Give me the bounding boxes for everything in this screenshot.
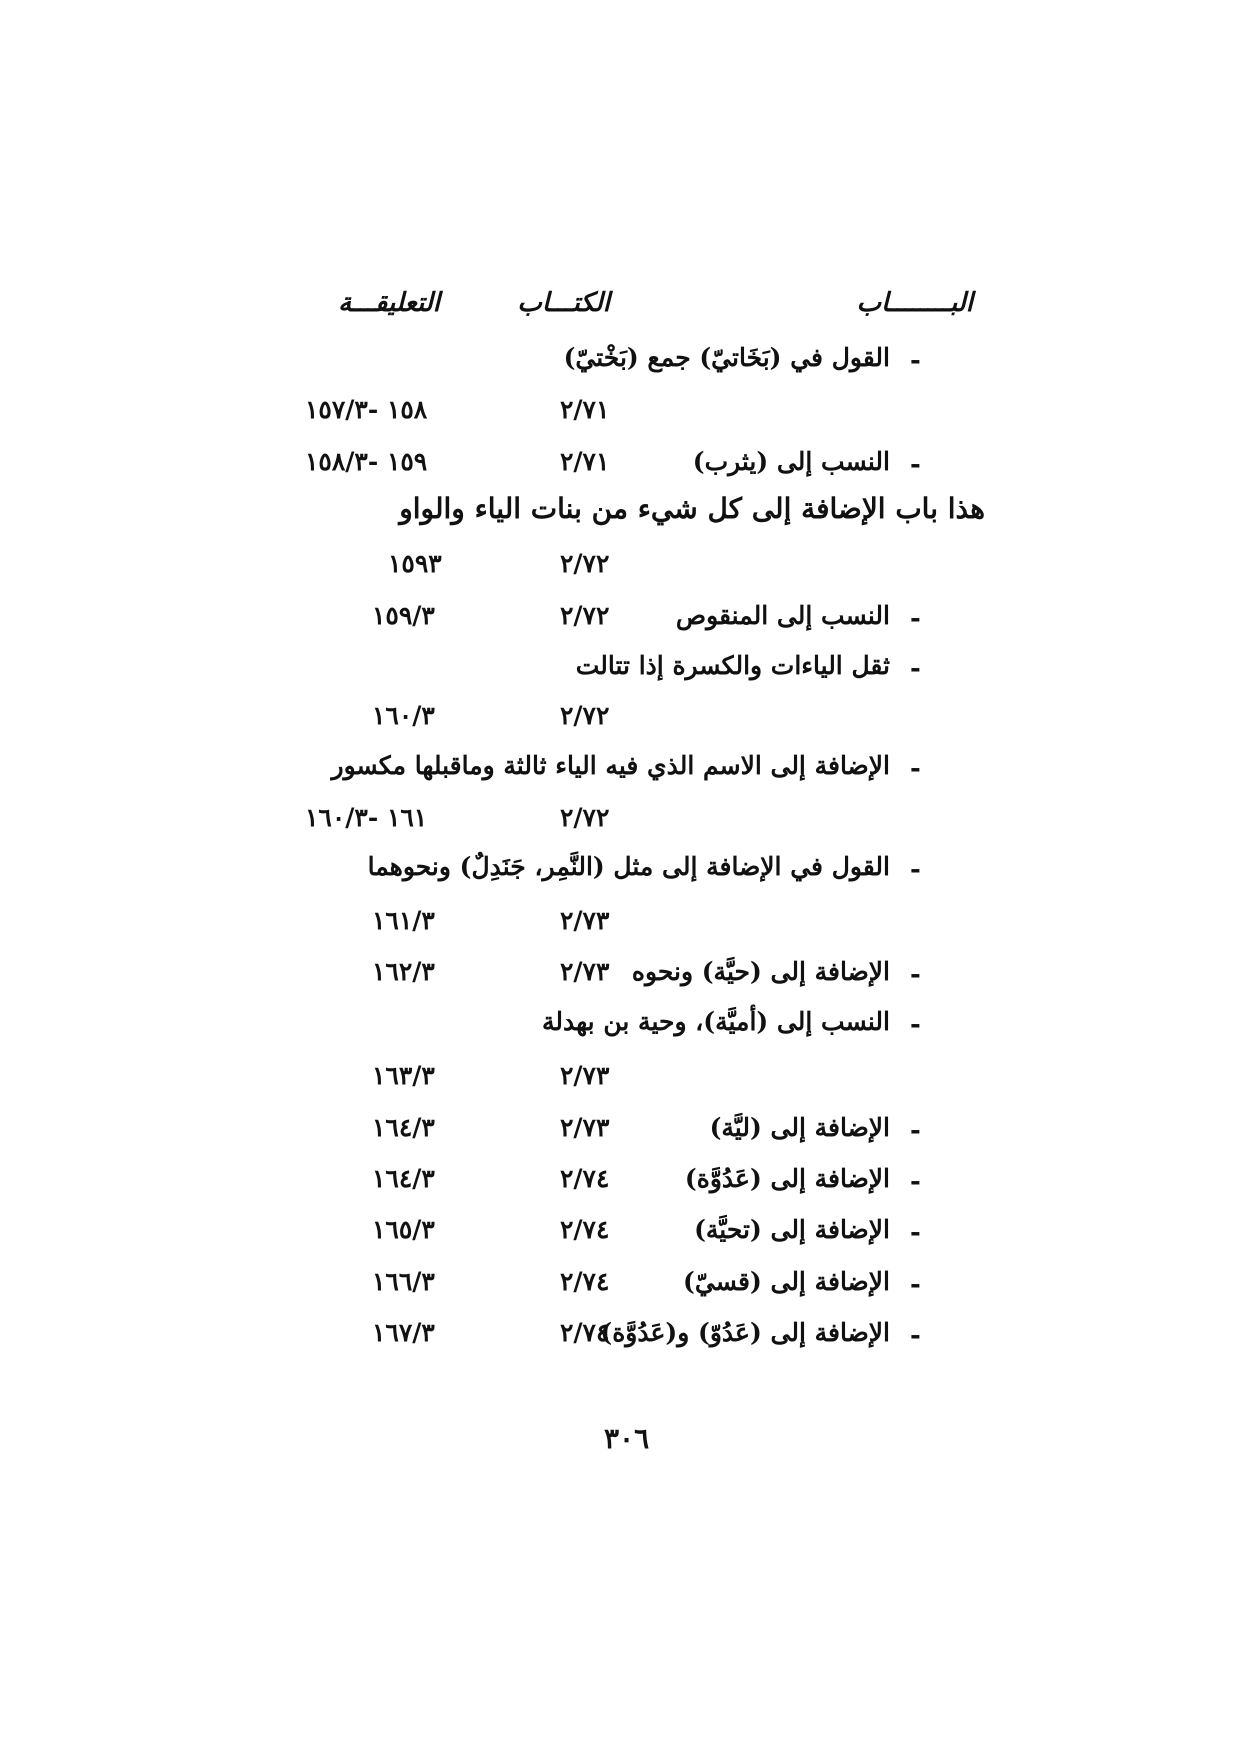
kitab-reference: ٢/٧٣ xyxy=(560,1061,610,1090)
list-dash: - xyxy=(910,654,921,684)
entry-title: القول في الإضافة إلى مثل (النَّمِر، جَنَدِلٌ) ونحوهما xyxy=(367,852,890,881)
kitab-reference: ٢/٧٢ xyxy=(560,549,610,578)
column-header-kitab: الكتـــاب xyxy=(517,288,610,318)
entry-title: الإضافة إلى (عَدُوَّة) xyxy=(684,1164,890,1193)
entry-title: الإضافة إلى الاسم الذي فيه الياء ثالثة وماقبلها مكسور xyxy=(331,751,890,780)
taliqa-reference: ١٦٢/٣ xyxy=(372,957,435,986)
list-dash: - xyxy=(910,754,921,784)
taliqa-reference: ١٥٩٣ xyxy=(388,549,442,578)
taliqa-reference: ١٦٧/٣ xyxy=(372,1318,435,1347)
kitab-reference: ٢/٧٢ xyxy=(560,701,610,730)
kitab-reference: ٢/٧١ xyxy=(560,395,610,424)
list-dash: - xyxy=(910,1218,921,1248)
entry-title: النسب إلى (أميَّة)، وحية بن بهدلة xyxy=(542,1007,890,1036)
taliqa-reference: ١٥٨ -١٥٧/٣ xyxy=(305,395,428,424)
taliqa-reference: ١٥٩ -١٥٨/٣ xyxy=(305,447,428,476)
list-dash: - xyxy=(910,1270,921,1300)
kitab-reference: ٢/٧٤ xyxy=(560,1164,610,1193)
kitab-reference: ٢/٧٤ xyxy=(560,1267,610,1296)
list-dash: - xyxy=(910,1116,921,1146)
entry-title: النسب إلى المنقوص xyxy=(675,601,890,630)
kitab-reference: ٢/٧٣ xyxy=(560,906,610,935)
taliqa-reference: ١٦١/٣ xyxy=(372,906,435,935)
entry-title: الإضافة إلى (عَدُوّ) و(عَدُوَّة) xyxy=(600,1318,890,1347)
list-dash: - xyxy=(910,346,921,376)
page-number: ٣٠٦ xyxy=(604,1422,650,1455)
taliqa-reference: ١٦٠/٣ xyxy=(372,701,435,730)
entry-title: الإضافة إلى (تحيَّة) xyxy=(694,1215,890,1244)
entry-title: ثقل الياءات والكسرة إذا تتالت xyxy=(575,651,890,680)
taliqa-reference: ١٥٩/٣ xyxy=(372,601,435,630)
list-dash: - xyxy=(910,1010,921,1040)
column-header-bab: البــــــــاب xyxy=(856,288,973,318)
list-dash: - xyxy=(910,604,921,634)
taliqa-reference: ١٦٤/٣ xyxy=(372,1164,435,1193)
entry-title: النسب إلى (يثرب) xyxy=(692,447,890,476)
taliqa-reference: ١٦٤/٣ xyxy=(372,1113,435,1142)
entry-title: القول في (بَخَاتيّ) جمع (بَخْتيّ) xyxy=(563,343,890,372)
list-dash: - xyxy=(910,1167,921,1197)
kitab-reference: ٢/٧٣ xyxy=(560,957,610,986)
list-dash: - xyxy=(910,1321,921,1351)
kitab-reference: ٢/٧٢ xyxy=(560,803,610,832)
kitab-reference: ٢/٧١ xyxy=(560,447,610,476)
list-dash: - xyxy=(910,450,921,480)
column-header-taliqa: التعليقـــة xyxy=(338,288,440,318)
chapter-heading: هذا باب الإضافة إلى كل شيء من بنات الياء والواو xyxy=(399,492,985,525)
entry-title: الإضافة إلى (حيَّة) ونحوه xyxy=(631,957,890,986)
entry-title: الإضافة إلى (ليَّة) xyxy=(709,1113,890,1142)
taliqa-reference: ١٦٥/٣ xyxy=(372,1215,435,1244)
taliqa-reference: ١٦٣/٣ xyxy=(372,1061,435,1090)
list-dash: - xyxy=(910,960,921,990)
taliqa-reference: ١٦٦/٣ xyxy=(372,1267,435,1296)
kitab-reference: ٢/٧٢ xyxy=(560,601,610,630)
list-dash: - xyxy=(910,855,921,885)
kitab-reference: ٢/٧٤ xyxy=(560,1318,610,1347)
kitab-reference: ٢/٧٤ xyxy=(560,1215,610,1244)
kitab-reference: ٢/٧٣ xyxy=(560,1113,610,1142)
taliqa-reference: ١٦١ -١٦٠/٣ xyxy=(305,803,428,832)
entry-title: الإضافة إلى (قسيّ) xyxy=(683,1267,890,1296)
